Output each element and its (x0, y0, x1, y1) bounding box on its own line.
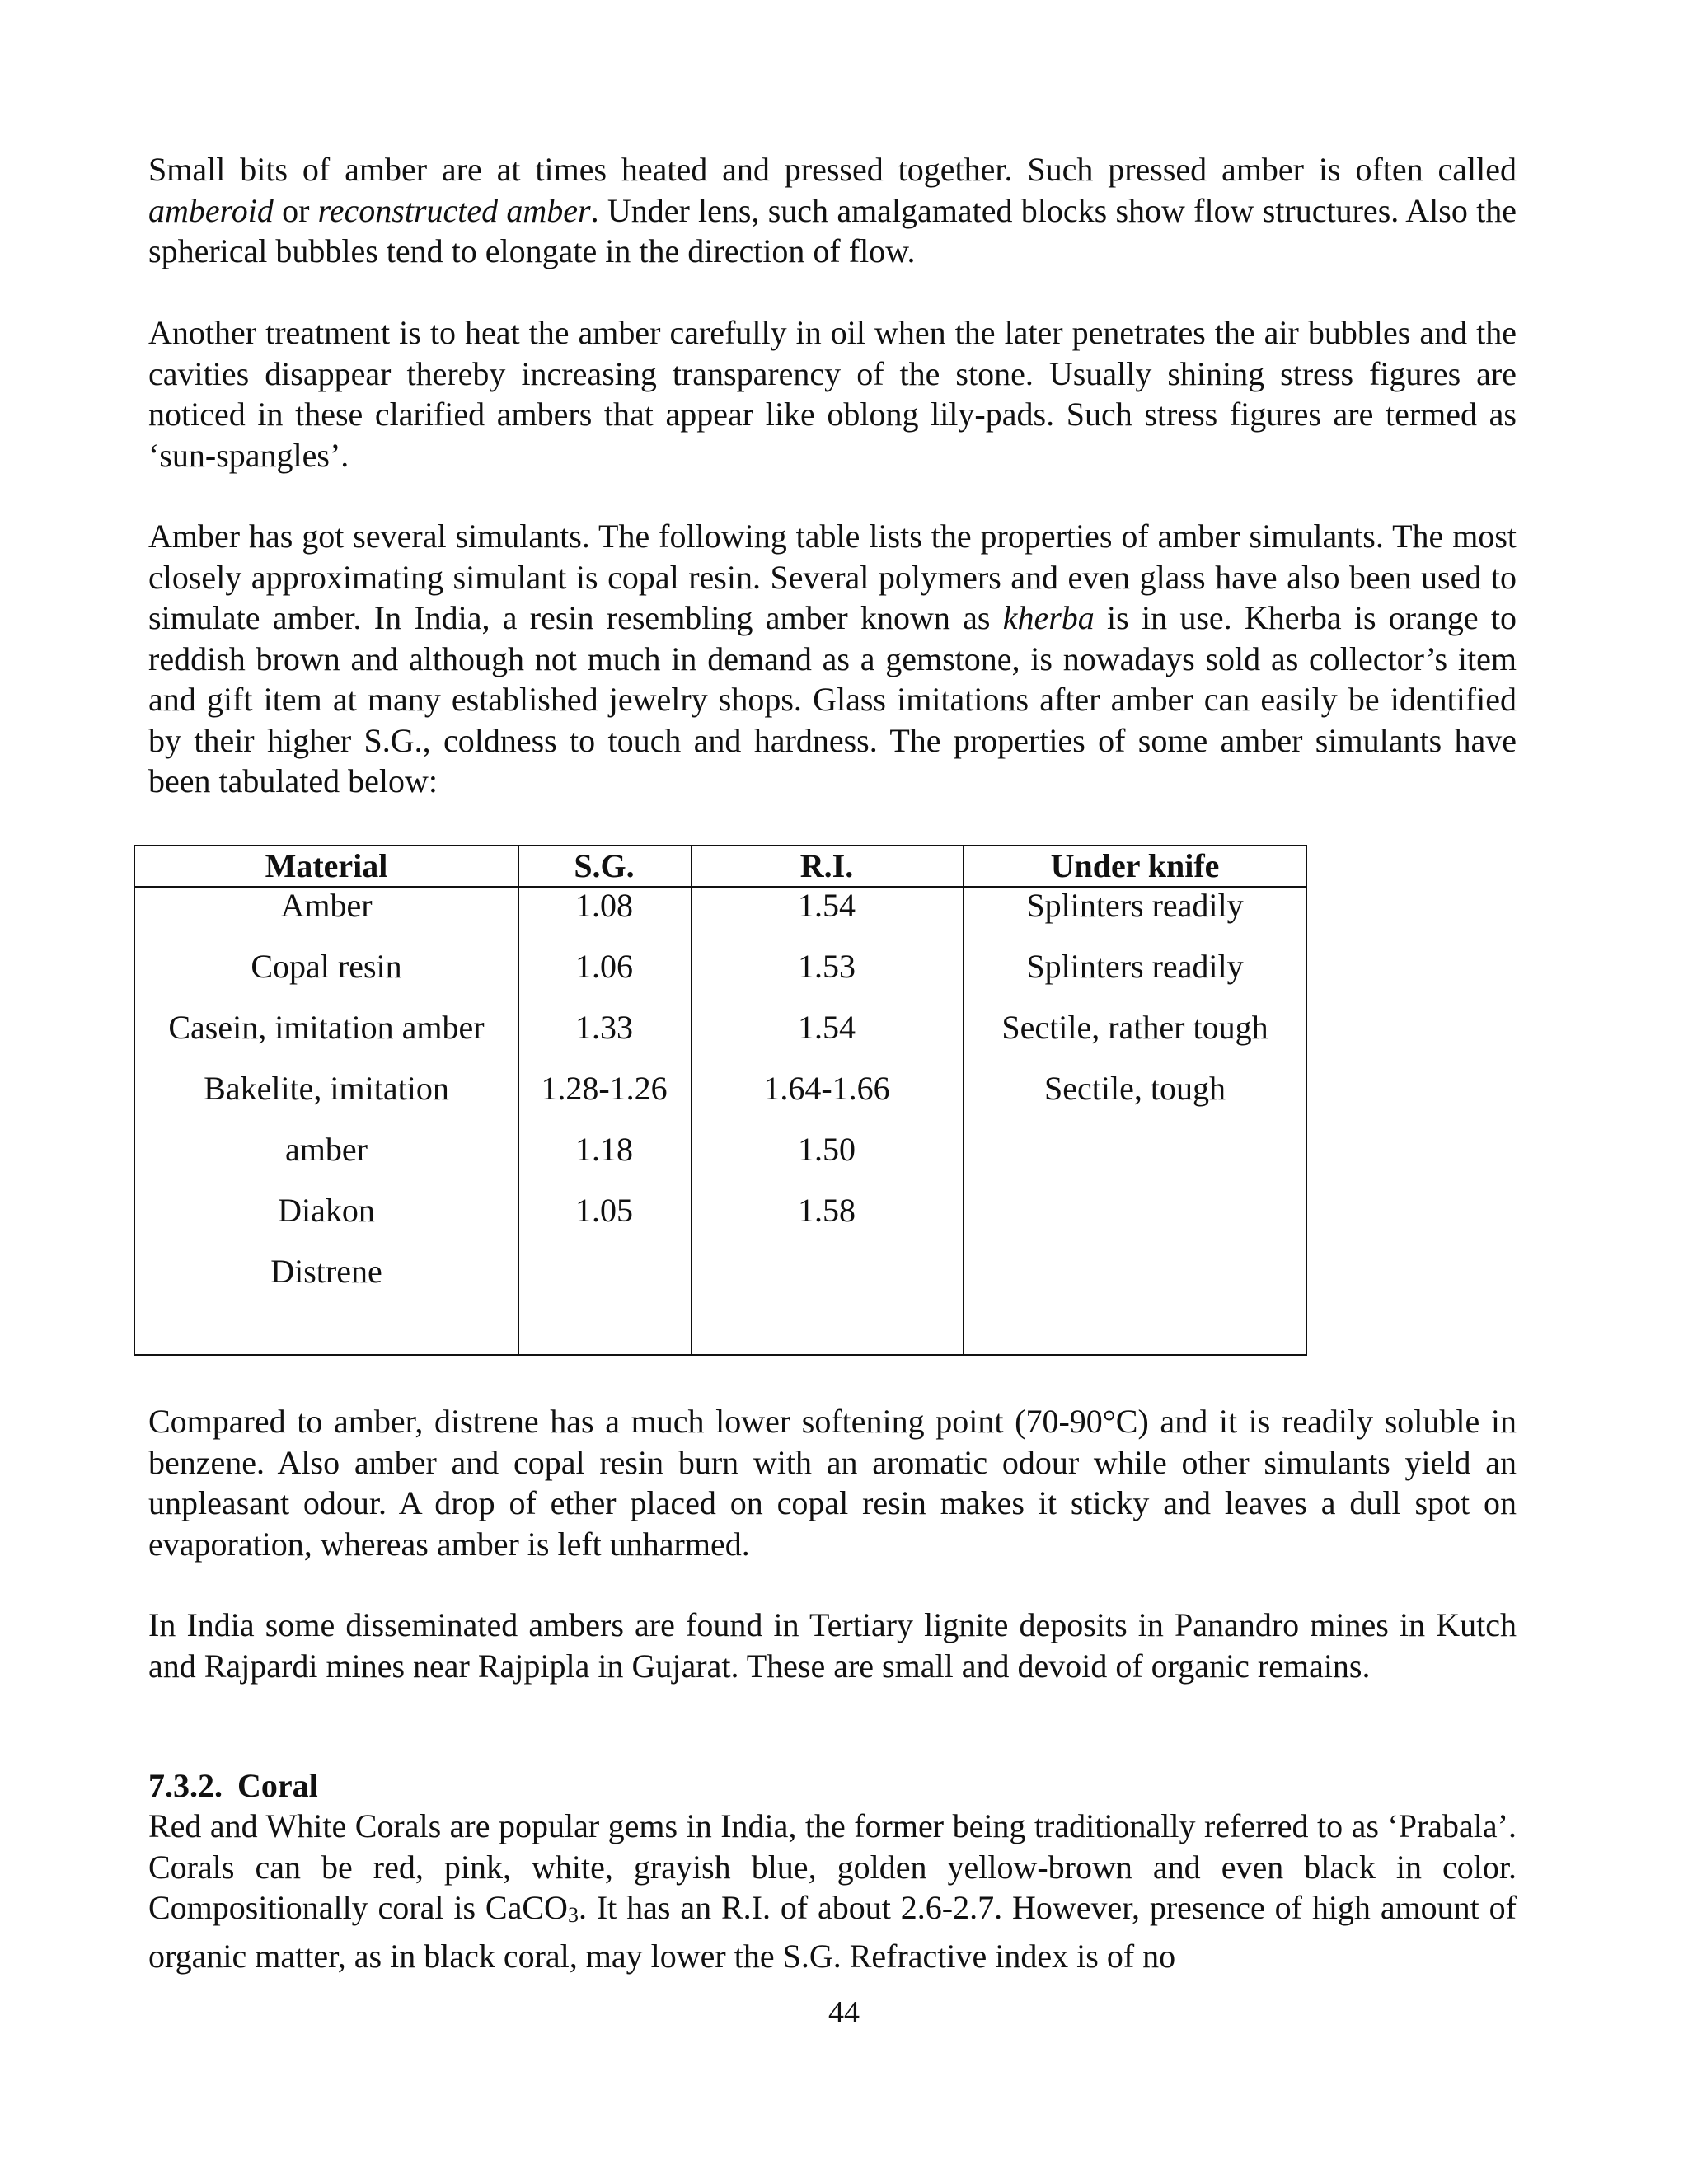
table-cell: 1.53 (798, 948, 856, 985)
table-column-under-knife (963, 846, 1307, 1130)
table-cell: 1.05 (575, 1192, 633, 1229)
table-cell: 1.50 (798, 1131, 856, 1168)
table-cell: Diakon (278, 1192, 375, 1229)
table-cell: 1.64-1.66 (763, 1070, 890, 1107)
italic-term-kherba: kherba (1002, 599, 1095, 636)
table-cell: 1.18 (575, 1131, 633, 1168)
paragraph-oil-treatment: Another treatment is to heat the amber carefully in oil when the later penetrates the air bubbles and the cavities disappear thereby increasing transparency of the stone. Usually shining stress figures are noticed in these clarified ambers that appear like oblong lily-pads. Such stress figures are termed as ‘sun-spangles’. (148, 314, 1517, 474)
table-cell: Splinters readily (1026, 948, 1244, 985)
text-run: is in use. Kherba is orange to reddish brown and although not much in demand as a gemstone, is nowadays sold as collector’s item and gift item at many established jewelry shops. Glass imitations after amber can easily be identified by their higher S.G., coldness to touch and hardness. The properties of some amber simulants have been tabulated below: (148, 599, 1517, 799)
table-cell: amber (285, 1131, 368, 1168)
simulants-table (134, 845, 1307, 1356)
table-column-ri (691, 846, 963, 1252)
table-cell: Sectile, rather tough (1001, 1009, 1268, 1046)
section-heading-coral (148, 1765, 318, 1806)
table-cell: 1.54 (798, 887, 856, 924)
table-cell: 1.58 (798, 1192, 856, 1229)
section-title: Coral (237, 1767, 318, 1804)
text-run: . Under lens, such amalgamated blocks show flow structures. Also the spherical bubbles tend to elongate in the direction of flow. (148, 191, 1517, 269)
table-cell: 1.54 (798, 1009, 856, 1046)
table-cell: 1.28-1.26 (541, 1070, 668, 1107)
paragraph-amberoid (148, 149, 1517, 272)
table-header-sg: S.G. (574, 847, 635, 884)
table-cell: Distrene (270, 1253, 382, 1290)
table-cell: 1.33 (575, 1009, 633, 1046)
table-cell: Amber (280, 887, 373, 924)
table-cell: Sectile, tough (1044, 1070, 1226, 1107)
text-run: Amber has got several simulants. The following table lists the properties of amber simulants. The most closely approximating simulant is copal resin. Several polymers and even glass have also been used to simulate amber. In India, a resin resembling amber known as (148, 518, 1517, 636)
italic-term-reconstructed-amber: reconstructed amber (317, 191, 591, 229)
text-run: Red and White Corals are popular gems in India, the former being traditionally referred to as ‘Prabala’. Corals can be red, pink, white, grayish blue, golden yellow-brown and even black in color. Compositionally coral is CaCO (148, 1807, 1517, 1926)
subscript: 3 (567, 1903, 579, 1927)
table-cell: 1.08 (575, 887, 633, 924)
table-cell: 1.06 (575, 948, 633, 985)
table-column-material (135, 846, 518, 1313)
table-cell: Copal resin (251, 948, 402, 985)
table-cell: Bakelite, imitation (204, 1070, 449, 1107)
table-header-material: Material (265, 847, 388, 884)
page-number: 44 (828, 1995, 860, 2030)
text-run: or (273, 191, 318, 229)
paragraph-coral (148, 1806, 1517, 1976)
section-number: 7.3.2. (148, 1767, 223, 1804)
paragraph-india-ambers: In India some disseminated ambers are found in Tertiary lignite deposits in Panandro mines in Kutch and Rajpardi mines near Rajpipla in Gujarat. These are small and devoid of organic remains. (148, 1606, 1517, 1685)
table-column-sg (518, 846, 691, 1252)
text-run: . It has an R.I. of about 2.6-2.7. However, presence of high amount of organic matter, as in black coral, may lower the S.G. Refractive index is of no (148, 1889, 1517, 1975)
paragraph-distrene: Compared to amber, distrene has a much lower softening point (70-90°C) and it is readily soluble in benzene. Also amber and copal resin burn with an aromatic odour while other simulants yield an unpleasant odour. A drop of ether placed on copal resin makes it sticky and leaves a dull spot on evaporation, whereas amber is left unharmed. (148, 1403, 1517, 1563)
table-header-under-knife: Under knife (1050, 847, 1220, 884)
text-run: Small bits of amber are at times heated and pressed together. Such pressed amber is often called (148, 151, 1517, 188)
paragraph-simulants (148, 516, 1517, 802)
table-cell: Casein, imitation amber (168, 1009, 485, 1046)
table-header-ri: R.I. (799, 847, 854, 884)
table-cell: Splinters readily (1026, 887, 1244, 924)
italic-term-amberoid: amberoid (148, 191, 274, 229)
